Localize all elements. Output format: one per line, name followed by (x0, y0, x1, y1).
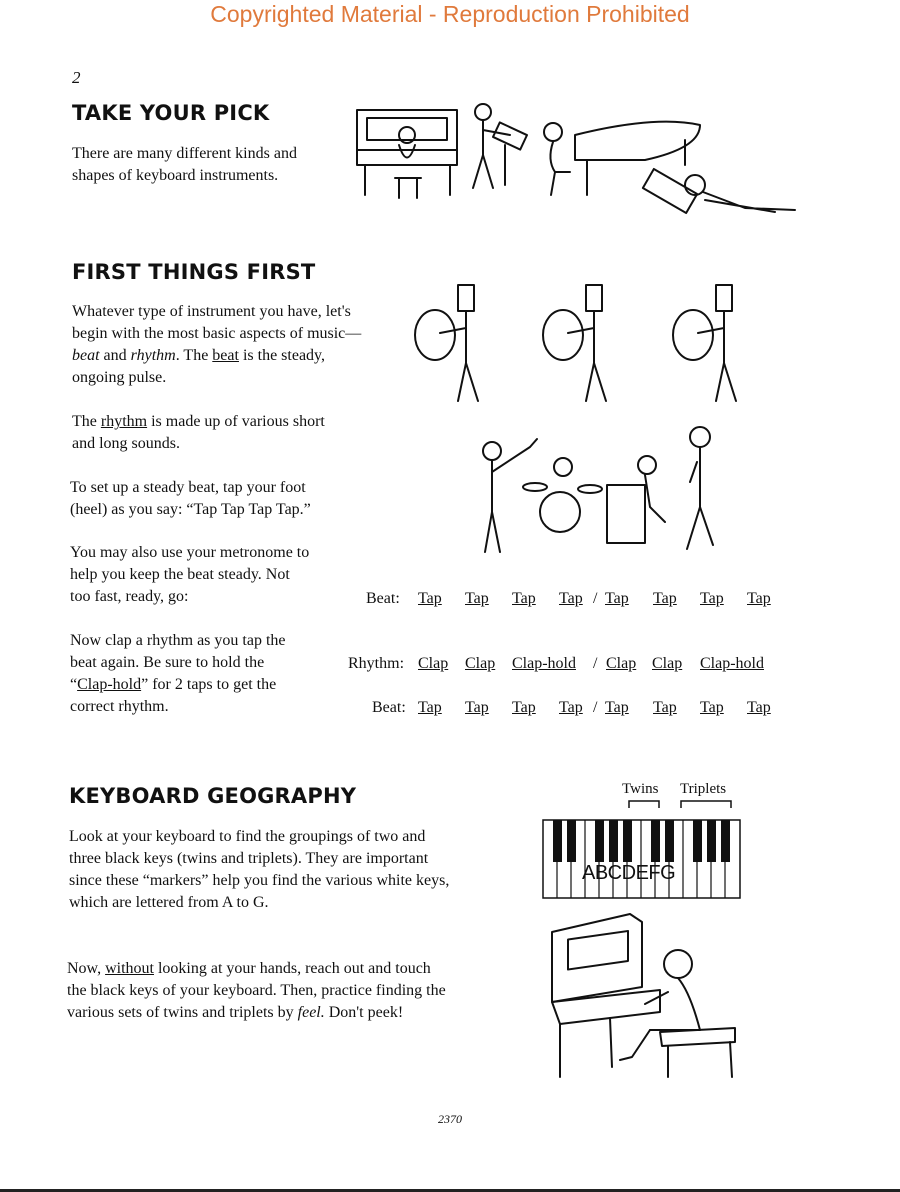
tap-item: Tap (512, 590, 536, 607)
text-fragment: is the steady, (238, 347, 326, 364)
text-line (72, 345, 361, 367)
tap-item: Tap (653, 590, 677, 607)
beat-row-2 (0, 699, 900, 721)
text-line (67, 958, 446, 980)
text-line: the black keys of your keyboard. Then, practice finding the (67, 982, 446, 999)
rhythm-underlined: rhythm (100, 413, 148, 430)
beat-underlined: beat (212, 347, 239, 364)
separator: / (593, 590, 598, 607)
tap-item: Tap (559, 699, 583, 716)
twins-label: Twins (622, 781, 659, 797)
tap-item: Tap (418, 590, 442, 607)
text-line: and long sounds. (72, 435, 180, 452)
section-title-keyboard-geography: KEYBOARD GEOGRAPHY (69, 784, 357, 808)
text-line: help you keep the beat steady. Not (70, 566, 290, 583)
text-fragment: . The (175, 347, 213, 364)
clap-item: Clap (418, 655, 449, 672)
text-fragment: Now, (67, 960, 106, 977)
text-line: three black keys (twins and triplets). They are important (69, 850, 429, 867)
text-fragment: ” for 2 taps to get the (141, 676, 277, 693)
separator: / (593, 699, 598, 716)
upright-piano-illustration (550, 912, 750, 1082)
copyright-watermark: Copyrighted Material - Reproduction Prohibited (210, 1, 690, 27)
section-title-take-your-pick: TAKE YOUR PICK (72, 101, 270, 125)
without-underlined: without (105, 960, 154, 977)
tap-item: Tap (605, 699, 629, 716)
take-your-pick-text (72, 143, 297, 187)
text-line (67, 1002, 446, 1024)
text-fragment: “ (70, 676, 78, 693)
rhythm-label: Rhythm: (348, 655, 405, 672)
text-line: You may also use your metronome to (70, 544, 310, 561)
section-title-first-things-first: FIRST THINGS FIRST (72, 260, 316, 284)
first-things-para-2 (72, 411, 325, 455)
tap-item: Tap (700, 699, 724, 716)
key-letters: ABCDEFG (582, 862, 676, 884)
text-line: begin with the most basic aspects of music— (72, 325, 362, 342)
tap-item: Tap (465, 699, 489, 716)
beat-label: Beat: (372, 699, 406, 716)
feel-term: feel. (297, 1004, 325, 1021)
text-line: correct rhythm. (70, 698, 169, 715)
text-line: Look at your keyboard to find the groupings of two and (69, 828, 426, 845)
footer-code: 2370 (438, 1112, 462, 1126)
clap-item: Clap-hold (512, 655, 576, 672)
clap-item: Clap (652, 655, 683, 672)
tap-item: Tap (512, 699, 536, 716)
text-fragment: looking at your hands, reach out and touch (153, 960, 431, 977)
tap-item: Tap (700, 590, 724, 607)
clap-hold-underlined: Clap-hold (77, 676, 142, 693)
clap-item: Clap (606, 655, 637, 672)
text-fragment: The (72, 413, 101, 430)
text-line: Now clap a rhythm as you tap the (70, 632, 286, 649)
text-fragment: is made up of various short (147, 413, 325, 430)
clap-item: Clap (465, 655, 496, 672)
band-illustration (475, 427, 725, 557)
keyboard-instruments-illustration (355, 100, 805, 240)
tap-item: Tap (418, 699, 442, 716)
text-line: To set up a steady beat, tap your foot (70, 479, 306, 496)
tap-item: Tap (747, 590, 771, 607)
text-line: beat again. Be sure to hold the (70, 654, 265, 671)
text-line: since these “markers” help you find the various white keys, (69, 872, 450, 889)
beat-term: beat (72, 347, 100, 364)
tap-item: Tap (465, 590, 489, 607)
keyboard-geography-para-2 (67, 958, 446, 1024)
text-line: ongoing pulse. (72, 369, 167, 386)
text-fragment: and (99, 347, 131, 364)
text-line: shapes of keyboard instruments. (72, 167, 279, 184)
page-number: 2 (72, 68, 81, 87)
tap-item: Tap (559, 590, 583, 607)
tap-item: Tap (747, 699, 771, 716)
keyboard-geography-para-1 (69, 826, 449, 914)
tap-item: Tap (605, 590, 629, 607)
first-things-para-3 (70, 477, 311, 521)
text-line: which are lettered from A to G. (69, 894, 269, 911)
text-line: (heel) as you say: “Tap Tap Tap Tap.” (70, 501, 311, 518)
first-things-para-1 (72, 301, 361, 389)
beat-row-1 (0, 590, 900, 612)
clap-item: Clap-hold (700, 655, 764, 672)
text-line (72, 411, 325, 433)
separator: / (593, 655, 598, 672)
text-line: Whatever type of instrument you have, let's (72, 303, 351, 320)
beat-label: Beat: (366, 590, 400, 607)
rhythm-term: rhythm (130, 347, 176, 364)
rhythm-row (0, 655, 900, 677)
drummers-illustration (410, 283, 760, 408)
text-fragment: Don't peek! (324, 1004, 404, 1021)
text-fragment: various sets of twins and triplets by (67, 1004, 298, 1021)
text-line: too fast, ready, go: (70, 588, 189, 605)
text-line: There are many different kinds and (72, 145, 297, 162)
tap-item: Tap (653, 699, 677, 716)
triplets-label: Triplets (680, 781, 727, 797)
text-line (70, 674, 286, 696)
